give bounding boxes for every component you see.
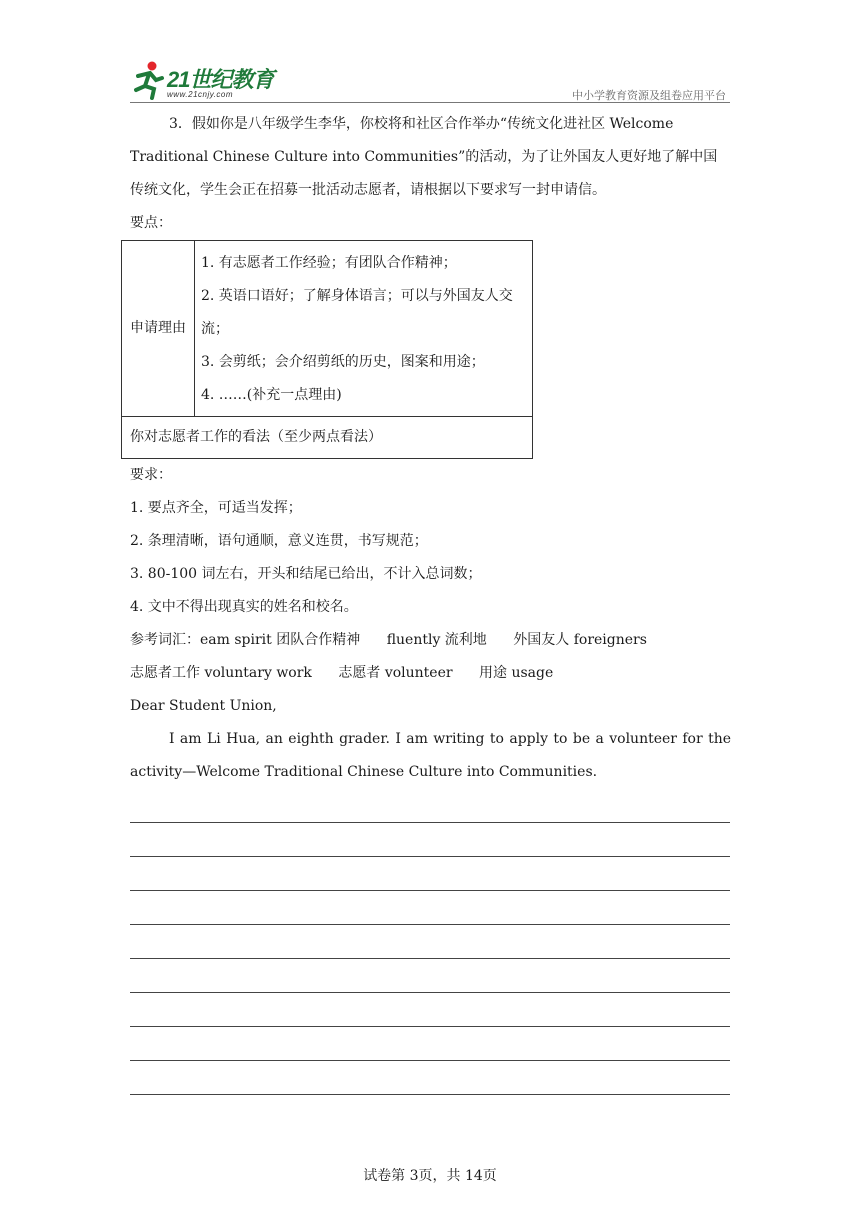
runner-logo-icon — [130, 60, 166, 100]
logo — [130, 60, 290, 100]
blank-line — [130, 925, 730, 959]
vocab-item: fluently 流利地 — [386, 632, 487, 648]
requirement-item: 3. 80-100 词左右，开头和结尾已给出，不计入总词数； — [130, 566, 482, 582]
page-header — [130, 60, 730, 104]
requirement-item: 1. 要点齐全，可适当发挥； — [130, 500, 302, 516]
blank-line — [130, 1061, 730, 1095]
blank-line — [130, 857, 730, 891]
salutation: Dear Student Union, — [130, 698, 277, 714]
reasons-cell — [195, 241, 533, 417]
question-content — [130, 108, 731, 1095]
page-number: 试卷第 3页，共 14页 — [363, 1168, 497, 1184]
vocab-item: 志愿者工作 voluntary work — [130, 665, 312, 681]
reason-item: 2. 英语口语好；了解身体语言；可以与外国友人交流； — [201, 288, 513, 337]
blank-line — [130, 891, 730, 925]
requirement-item: 4. 文中不得出现真实的姓名和校名。 — [130, 599, 358, 615]
opening-line-1: I am Li Hua, an eighth grader. I am writing to apply to be a volunteer for the — [169, 731, 731, 747]
question-intro: 3．假如你是八年级学生李华，你校将和社区合作举办“传统文化进社区 Welcome Traditional Chinese Culture into Communities”的活动，为了让外国友人更好地了解中国传统文化，学生会正在招募一批活动志愿者，请根据以下要求写一封申请信。 — [130, 116, 718, 198]
reason-label-cell: 申请理由 — [122, 241, 195, 417]
vocab-item: 用途 usage — [479, 665, 554, 681]
vocab-line-2 — [130, 657, 731, 690]
vocab-item: 参考词汇：eam spirit 团队合作精神 — [130, 632, 361, 648]
header-divider — [130, 102, 730, 103]
reason-item: 3. 会剪纸；会介绍剪纸的历史，图案和用途； — [201, 354, 485, 370]
vocab-item: 外国友人 foreigners — [513, 632, 647, 648]
logo-url: www.21cnjy.com — [167, 90, 233, 99]
reason-item: 1. 有志愿者工作经验；有团队合作精神； — [201, 255, 457, 271]
vocab-item: 志愿者 volunteer — [338, 665, 453, 681]
platform-name: 中小学教育资源及组卷应用平台 — [572, 90, 726, 102]
blank-line — [130, 993, 730, 1027]
blank-line — [130, 823, 730, 857]
opinion-row: 你对志愿者工作的看法（至少两点看法） — [122, 417, 533, 459]
points-label: 要点： — [130, 215, 172, 231]
blank-line — [130, 789, 730, 823]
points-table — [121, 240, 533, 459]
requirements-label: 要求： — [130, 467, 172, 483]
requirement-item: 2. 条理清晰，语句通顺，意义连贯，书写规范； — [130, 533, 428, 549]
reason-item: 4. ……(补充一点理由) — [201, 387, 342, 403]
vocab-line-1 — [130, 624, 731, 657]
logo-text: 21世纪教育 — [167, 67, 274, 92]
blank-line — [130, 1027, 730, 1061]
blank-line — [130, 959, 730, 993]
writing-area[interactable] — [130, 789, 731, 1095]
opening-line-2: activity—Welcome Traditional Chinese Culture into Communities. — [130, 764, 598, 780]
